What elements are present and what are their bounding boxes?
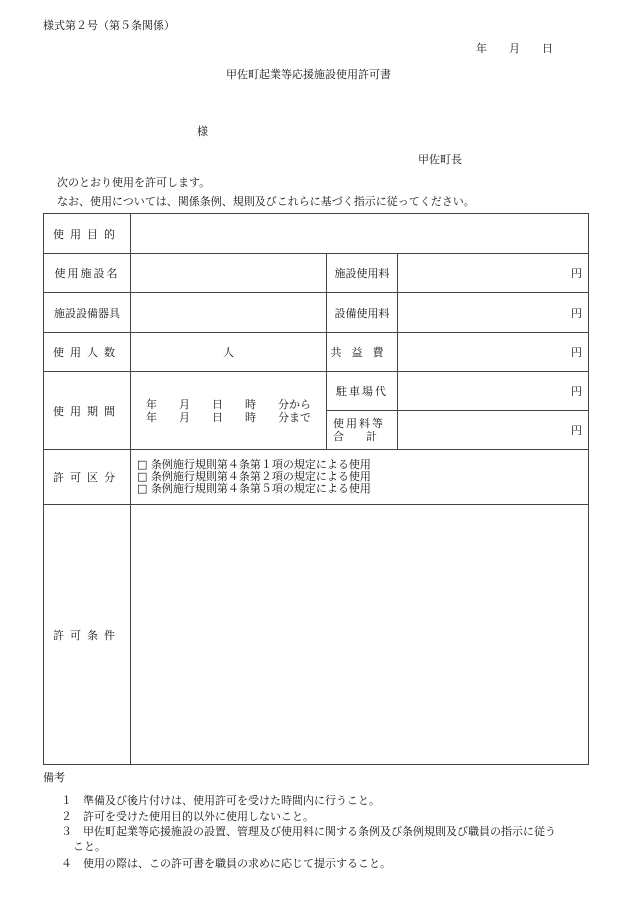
document-title: 甲佐町起業等応援施設使用許可書 [226, 68, 391, 81]
facility-name-field[interactable] [131, 254, 327, 293]
permit-form-table [43, 213, 589, 765]
row-conditions [44, 505, 589, 765]
intro-line-2: なお、使用については、関係条例、規則及びこれらに基づく指示に従ってください。 [57, 195, 475, 208]
row-period-1 [44, 372, 589, 411]
conditions-field[interactable] [131, 505, 589, 765]
addressee-suffix: 様 [197, 125, 208, 138]
purpose-field[interactable] [131, 214, 589, 254]
issuer: 甲佐町長 [418, 153, 462, 166]
equipment-field[interactable] [131, 293, 327, 333]
note-item-1: １ 準備及び後片付けは、使用許可を受けた時間内に行うこと。 [61, 794, 380, 807]
equipment-fee-label: 設備使用料 [327, 293, 398, 333]
purpose-label: 使用目的 [44, 214, 131, 254]
note-item-4: ４ 使用の際は、この許可書を職員の求めに応じて提示すること。 [61, 857, 391, 870]
facility-fee-label: 施設使用料 [327, 254, 398, 293]
date-line: 年 月 日 [476, 42, 553, 55]
notes-heading: 備考 [43, 771, 65, 784]
form-number: 様式第２号（第５条関係） [43, 19, 175, 32]
kubun-label: 許可区分 [44, 450, 131, 505]
facility-name-label: 使用施設名 [44, 254, 131, 293]
row-equipment [44, 293, 589, 333]
kubun-option-1[interactable]: □ 条例施行規則第４条第１項の規定による使用 [137, 458, 371, 471]
period-field[interactable] [131, 372, 327, 450]
common-fee-yen: 円 [398, 333, 589, 372]
kubun-option-3[interactable]: □ 条例施行規則第４条第５項の規定による使用 [137, 482, 371, 495]
common-fee-label: 共益費 [327, 333, 398, 372]
period-to: 年 月 日 時 分まで [146, 410, 311, 424]
conditions-label: 許可条件 [44, 505, 131, 765]
row-facility [44, 254, 589, 293]
total-label-line-1: 使用料等 [333, 417, 385, 430]
note-item-2: ２ 許可を受けた使用目的以外に使用しないこと。 [61, 810, 314, 823]
people-unit: 人 [131, 333, 327, 372]
kubun-option-2[interactable]: □ 条例施行規則第４条第２項の規定による使用 [137, 470, 371, 483]
equipment-label: 施設設備器具 [44, 293, 131, 333]
intro-line-1: 次のとおり使用を許可します。 [57, 176, 211, 189]
kubun-options [131, 450, 589, 505]
parking-label: 駐車場代 [327, 372, 398, 411]
total-label-line-2: 合 計 [333, 430, 377, 443]
row-people [44, 333, 589, 372]
parking-yen: 円 [398, 372, 589, 411]
period-from: 年 月 日 時 分から [146, 397, 311, 411]
row-purpose [44, 214, 589, 254]
facility-fee-yen: 円 [398, 254, 589, 293]
note-item-3: ３ 甲佐町起業等応援施設の設置、管理及び使用料に関する条例及び条例規則及び職員の指示に従う [61, 825, 556, 838]
equipment-fee-yen: 円 [398, 293, 589, 333]
period-label: 使用期間 [44, 372, 131, 450]
total-yen: 円 [398, 411, 589, 450]
people-label: 使用人数 [44, 333, 131, 372]
row-kubun [44, 450, 589, 505]
note-item-3-continued: こと。 [73, 840, 106, 853]
total-label [327, 411, 398, 450]
